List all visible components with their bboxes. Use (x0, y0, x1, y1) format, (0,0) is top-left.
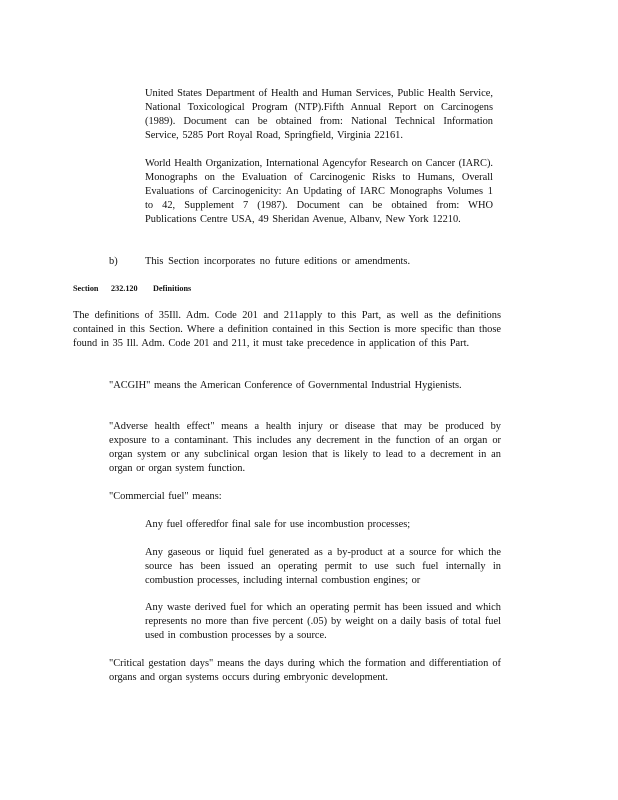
commercial-fuel-item-2: Any gaseous or liquid fuel generated as a by-product at a source for which the source has been issued an operating permit to use such fuel internally in combustion processes, including internal combustion engines; or (145, 547, 501, 586)
section-number: 232.120 (111, 284, 138, 293)
reference-who-iarc: World Health Organization, International Agencyfor Research on Cancer (IARC). Monographs on the Evaluation of Carcinogenic Risks to Humans, Overall Evaluations of Carcinogenicity: An Updating of IARC Monographs Volumes 1 to 42, Supplement 7 (1987). Document can be obtained from: WHO Publications Centre USA, 49 Sheridan Avenue, Albanv, New York 12210. (145, 158, 494, 225)
reference-ntp: United States Department of Health and Human Services, Public Health Service, National Toxicological Program (NTP).Fifth Annual Report on Carcinogens (1989). Document can be obtained from: National Technical Information Service, 5285 Port Royal Road, Springfield, Virginia 22161. (145, 88, 493, 141)
item-b-label: b) (109, 256, 118, 267)
definition-critical-gestation-days: "Critical gestation days" means the days during which the formation and differentiation of organs and organ systems occurs during embryonic development. (109, 658, 501, 683)
section-heading (73, 283, 191, 295)
definition-acgih: "ACGIH" means the American Conference of Governmental Industrial Hygienists. (109, 380, 462, 391)
commercial-fuel-item-3: Any waste derived fuel for which an operating permit has been issued and which represents no more than five percent (.05) by weight on a daily basis of total fuel used in combustion processes by a source. (145, 602, 501, 641)
section-title: Definitions (153, 284, 192, 293)
definition-commercial-fuel: "Commercial fuel" means: (109, 491, 222, 502)
item-b-text: This Section incorporates no future editions or amendments. (145, 256, 411, 267)
commercial-fuel-item-1: Any fuel offeredfor final sale for use incombustion processes; (145, 519, 411, 530)
definition-adverse-health-effect: "Adverse health effect" means a health injury or disease that may be produced by exposure to a contaminant. This includes any decrement in the function of an organ or organ system or any subclinical organ lesion that is likely to lead to a decrement in an organ or organ system function. (109, 421, 501, 474)
section-word: Section (73, 284, 99, 293)
section-intro-paragraph: The definitions of 35Ill. Adm. Code 201 and 211apply to this Part, as well as the definitions contained in this Section. Where a definition contained in this Section is more specific than those found in 35 Ill. Adm. Code 201 and 211, it must take precedence in application of this Part. (73, 310, 501, 349)
